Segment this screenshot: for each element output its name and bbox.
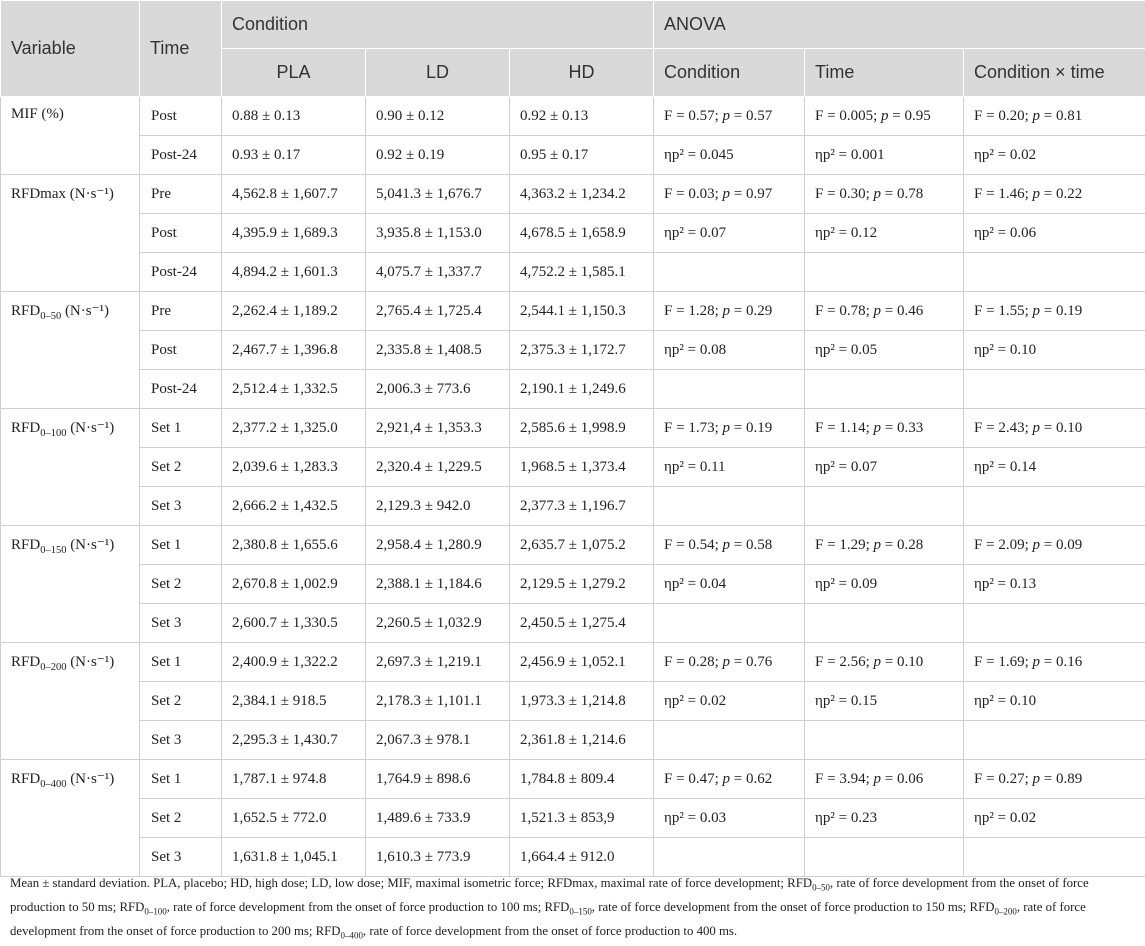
header-pla: PLA [222,49,366,97]
time-cell: Set 3 [140,487,222,526]
anova-time-cell: ηp² = 0.09 [805,565,964,604]
ld-cell: 0.92 ± 0.19 [366,136,510,175]
header-hd: HD [510,49,654,97]
anova-condition-cell: F = 1.28; p = 0.29 [654,292,805,331]
hd-cell: 0.95 ± 0.17 [510,136,654,175]
anova-interaction-cell: F = 0.27; p = 0.89 [964,760,1145,799]
table-row [1,526,1145,565]
anova-time-cell [805,721,964,760]
anova-condition-cell: F = 0.54; p = 0.58 [654,526,805,565]
ld-cell: 2,067.3 ± 978.1 [366,721,510,760]
pla-cell: 4,562.8 ± 1,607.7 [222,175,366,214]
time-cell: Set 1 [140,526,222,565]
pla-cell: 2,600.7 ± 1,330.5 [222,604,366,643]
pla-cell: 4,395.9 ± 1,689.3 [222,214,366,253]
pla-cell: 2,467.7 ± 1,396.8 [222,331,366,370]
pla-cell: 0.93 ± 0.17 [222,136,366,175]
hd-cell: 2,635.7 ± 1,075.2 [510,526,654,565]
time-cell: Set 2 [140,565,222,604]
time-cell: Set 1 [140,760,222,799]
anova-time-cell: ηp² = 0.07 [805,448,964,487]
anova-condition-cell: F = 0.28; p = 0.76 [654,643,805,682]
hd-cell: 1,521.3 ± 853,9 [510,799,654,838]
ld-cell: 5,041.3 ± 1,676.7 [366,175,510,214]
hd-cell: 4,752.2 ± 1,585.1 [510,253,654,292]
time-cell: Set 1 [140,643,222,682]
time-cell: Set 2 [140,799,222,838]
hd-cell: 2,450.5 ± 1,275.4 [510,604,654,643]
hd-cell: 2,190.1 ± 1,249.6 [510,370,654,409]
ld-cell: 1,764.9 ± 898.6 [366,760,510,799]
header-variable: Variable [1,1,140,97]
hd-cell: 1,973.3 ± 1,214.8 [510,682,654,721]
anova-condition-cell: ηp² = 0.08 [654,331,805,370]
ld-cell: 2,178.3 ± 1,101.1 [366,682,510,721]
table-row [1,682,1145,721]
table-row [1,331,1145,370]
anova-time-cell: F = 2.56; p = 0.10 [805,643,964,682]
anova-condition-cell: ηp² = 0.03 [654,799,805,838]
time-cell: Post [140,214,222,253]
table-row [1,448,1145,487]
table-row [1,214,1145,253]
time-cell: Post-24 [140,370,222,409]
table-row [1,175,1145,214]
table-row [1,799,1145,838]
pla-cell: 2,666.2 ± 1,432.5 [222,487,366,526]
anova-interaction-cell: F = 2.09; p = 0.09 [964,526,1145,565]
table-row [1,604,1145,643]
anova-interaction-cell: ηp² = 0.10 [964,331,1145,370]
anova-time-cell [805,838,964,877]
anova-time-cell: F = 0.78; p = 0.46 [805,292,964,331]
anova-condition-cell [654,370,805,409]
time-cell: Post [140,331,222,370]
ld-cell: 2,260.5 ± 1,032.9 [366,604,510,643]
table-row [1,370,1145,409]
hd-cell: 2,544.1 ± 1,150.3 [510,292,654,331]
table-body [1,97,1145,877]
table-row [1,643,1145,682]
anova-interaction-cell: ηp² = 0.14 [964,448,1145,487]
ld-cell: 2,006.3 ± 773.6 [366,370,510,409]
header-anova-condition: Condition [654,49,805,97]
anova-interaction-cell: ηp² = 0.02 [964,136,1145,175]
hd-cell: 2,375.3 ± 1,172.7 [510,331,654,370]
time-cell: Post-24 [140,136,222,175]
anova-time-cell: F = 3.94; p = 0.06 [805,760,964,799]
pla-cell: 1,787.1 ± 974.8 [222,760,366,799]
pla-cell: 4,894.2 ± 1,601.3 [222,253,366,292]
time-cell: Set 3 [140,604,222,643]
anova-interaction-cell: ηp² = 0.13 [964,565,1145,604]
variable-cell: $RFD_{0-150}$ (N·s⁻¹) [1,526,140,643]
table-row [1,487,1145,526]
header-ld: LD [366,49,510,97]
variable-cell: RFDmax (N·s⁻¹) [1,175,140,292]
anova-condition-cell: ηp² = 0.04 [654,565,805,604]
anova-interaction-cell: F = 0.20; p = 0.81 [964,97,1145,136]
pla-cell: 2,400.9 ± 1,322.2 [222,643,366,682]
ld-cell: 3,935.8 ± 1,153.0 [366,214,510,253]
pla-cell: 2,384.1 ± 918.5 [222,682,366,721]
anova-condition-cell: ηp² = 0.02 [654,682,805,721]
anova-time-cell [805,604,964,643]
time-cell: Pre [140,175,222,214]
anova-interaction-cell: F = 1.69; p = 0.16 [964,643,1145,682]
ld-cell: 2,388.1 ± 1,184.6 [366,565,510,604]
ld-cell: 2,765.4 ± 1,725.4 [366,292,510,331]
anova-interaction-cell: F = 2.43; p = 0.10 [964,409,1145,448]
hd-cell: 2,361.8 ± 1,214.6 [510,721,654,760]
ld-cell: 4,075.7 ± 1,337.7 [366,253,510,292]
anova-condition-cell [654,253,805,292]
table-footnote: Mean ± standard deviation. PLA, placebo; HD, high dose; LD, low dose; MIF, maximal isometric force; RFDmax, maximal rate of force development; $RFD_{0-50}$, rate of force development from the onset of force production to 50 ms; $RFD_{0-100}$, rate of force development from the onset of force production to 100 ms; $RFD_{0-150}$, rate of force development from the onset of force production to 150 ms; $RFD_{0-200}$, rate of force development from the onset of force production to 200 ms; $RFD_{0-400}$, rate of force development from the onset of force production to 400 ms. [10,874,1135,946]
hd-cell: 2,377.3 ± 1,196.7 [510,487,654,526]
anova-condition-cell: ηp² = 0.07 [654,214,805,253]
hd-cell: 0.92 ± 0.13 [510,97,654,136]
anova-interaction-cell: ηp² = 0.06 [964,214,1145,253]
anova-time-cell: F = 1.14; p = 0.33 [805,409,964,448]
hd-cell: 2,585.6 ± 1,998.9 [510,409,654,448]
pla-cell: 1,631.8 ± 1,045.1 [222,838,366,877]
pla-cell: 2,377.2 ± 1,325.0 [222,409,366,448]
time-cell: Post-24 [140,253,222,292]
hd-cell: 1,968.5 ± 1,373.4 [510,448,654,487]
anova-condition-cell: F = 1.73; p = 0.19 [654,409,805,448]
variable-cell: $RFD_{0-400}$ (N·s⁻¹) [1,760,140,877]
time-cell: Set 2 [140,682,222,721]
ld-cell: 2,697.3 ± 1,219.1 [366,643,510,682]
anova-condition-cell: F = 0.57; p = 0.57 [654,97,805,136]
header-anova: ANOVA [654,1,1145,49]
pla-cell: 1,652.5 ± 772.0 [222,799,366,838]
anova-interaction-cell [964,838,1145,877]
ld-cell: 1,610.3 ± 773.9 [366,838,510,877]
pla-cell: 2,262.4 ± 1,189.2 [222,292,366,331]
anova-interaction-cell [964,487,1145,526]
anova-time-cell [805,253,964,292]
ld-cell: 2,129.3 ± 942.0 [366,487,510,526]
anova-interaction-cell [964,604,1145,643]
anova-time-cell: ηp² = 0.001 [805,136,964,175]
table-row [1,721,1145,760]
variable-cell: $RFD_{0-50}$ (N·s⁻¹) [1,292,140,409]
pla-cell: 2,380.8 ± 1,655.6 [222,526,366,565]
anova-condition-cell [654,721,805,760]
ld-cell: 2,335.8 ± 1,408.5 [366,331,510,370]
anova-condition-cell: ηp² = 0.11 [654,448,805,487]
table-row [1,97,1145,136]
table-row [1,565,1145,604]
header-time: Time [140,1,222,97]
hd-cell: 1,784.8 ± 809.4 [510,760,654,799]
ld-cell: 2,921,4 ± 1,353.3 [366,409,510,448]
variable-cell: $RFD_{0-100}$ (N·s⁻¹) [1,409,140,526]
anova-condition-cell [654,838,805,877]
hd-cell: 1,664.4 ± 912.0 [510,838,654,877]
hd-cell: 2,456.9 ± 1,052.1 [510,643,654,682]
pla-cell: 0.88 ± 0.13 [222,97,366,136]
anova-interaction-cell [964,253,1145,292]
pla-cell: 2,512.4 ± 1,332.5 [222,370,366,409]
table-row [1,253,1145,292]
anova-time-cell: ηp² = 0.15 [805,682,964,721]
header-condition: Condition [222,1,654,49]
time-cell: Set 3 [140,721,222,760]
anova-interaction-cell: F = 1.46; p = 0.22 [964,175,1145,214]
anova-condition-cell [654,487,805,526]
anova-condition-cell: ηp² = 0.045 [654,136,805,175]
table-row [1,838,1145,877]
header-anova-interaction: Condition × time [964,49,1145,97]
hd-cell: 4,678.5 ± 1,658.9 [510,214,654,253]
anova-time-cell: F = 0.30; p = 0.78 [805,175,964,214]
anova-time-cell: ηp² = 0.12 [805,214,964,253]
table-row [1,292,1145,331]
ld-cell: 1,489.6 ± 733.9 [366,799,510,838]
time-cell: Set 1 [140,409,222,448]
hd-cell: 2,129.5 ± 1,279.2 [510,565,654,604]
anova-time-cell: ηp² = 0.05 [805,331,964,370]
anova-condition-cell: F = 0.47; p = 0.62 [654,760,805,799]
anova-interaction-cell [964,370,1145,409]
ld-cell: 2,320.4 ± 1,229.5 [366,448,510,487]
time-cell: Post [140,97,222,136]
ld-cell: 2,958.4 ± 1,280.9 [366,526,510,565]
variable-cell: MIF (%) [1,97,140,175]
anova-time-cell: ηp² = 0.23 [805,799,964,838]
table-row [1,760,1145,799]
pla-cell: 2,039.6 ± 1,283.3 [222,448,366,487]
pla-cell: 2,670.8 ± 1,002.9 [222,565,366,604]
anova-interaction-cell: ηp² = 0.10 [964,682,1145,721]
anova-time-cell [805,487,964,526]
anova-time-cell: F = 0.005; p = 0.95 [805,97,964,136]
anova-interaction-cell: F = 1.55; p = 0.19 [964,292,1145,331]
pla-cell: 2,295.3 ± 1,430.7 [222,721,366,760]
anova-interaction-cell: ηp² = 0.02 [964,799,1145,838]
ld-cell: 0.90 ± 0.12 [366,97,510,136]
anova-interaction-cell [964,721,1145,760]
table-row [1,409,1145,448]
table-row [1,136,1145,175]
anova-time-cell [805,370,964,409]
anova-time-cell: F = 1.29; p = 0.28 [805,526,964,565]
time-cell: Set 2 [140,448,222,487]
time-cell: Pre [140,292,222,331]
time-cell: Set 3 [140,838,222,877]
variable-cell: $RFD_{0-200}$ (N·s⁻¹) [1,643,140,760]
anova-condition-cell [654,604,805,643]
hd-cell: 4,363.2 ± 1,234.2 [510,175,654,214]
anova-condition-cell: F = 0.03; p = 0.97 [654,175,805,214]
header-anova-time: Time [805,49,964,97]
